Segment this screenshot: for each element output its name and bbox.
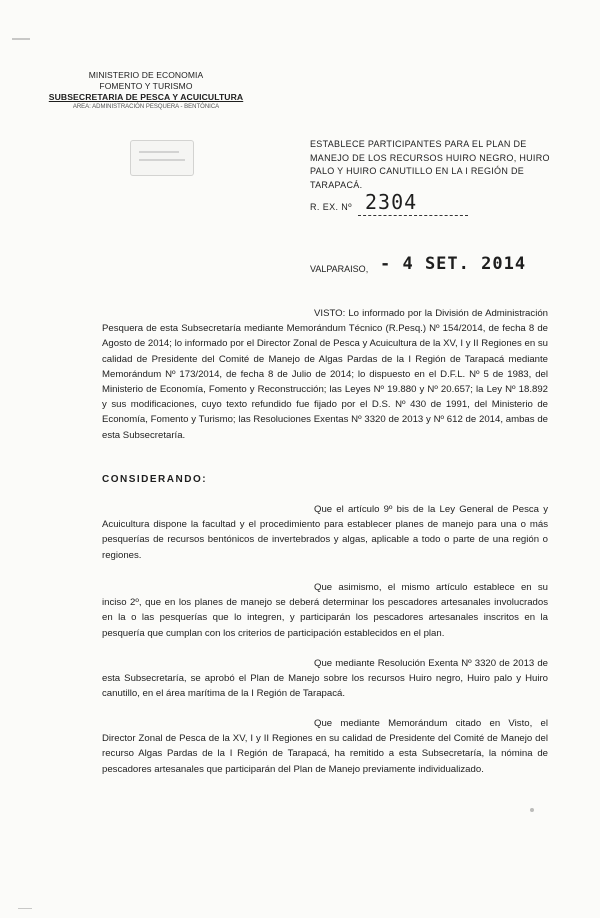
considerando-paragraph: Que el artículo 9º bis de la Ley General de Pesca y Acuicultura dispone la facultad y el procedimiento para establecer planes de manejo para una o más pesquerías de recursos bentónicos de invertebrados y algas, aplicable a todo o parte de una región o regiones.	[102, 504, 548, 561]
scan-mark	[18, 908, 32, 909]
considerando-paragraph: Que mediante Resolución Exenta Nº 3320 de 2013 de esta Subsecretaría, se aprobó el Plan de Manejo sobre los recursos Huiro negro, Huiro palo y Huiro canutillo, en el área marítima de la I Región de Tarapacá.	[102, 658, 548, 700]
scan-mark	[530, 808, 534, 812]
visto-paragraph	[102, 306, 548, 443]
scan-mark	[12, 38, 30, 40]
date-stamp: - 4 SET. 2014	[380, 254, 527, 274]
resolution-subject: ESTABLECE PARTICIPANTES PARA EL PLAN DE MANEJO DE LOS RECURSOS HUIRO NEGRO, HUIRO PALO Y HUIRO CANUTILLO EN LA I REGIÓN DE TARAPACÁ.	[310, 139, 550, 190]
visto-label: VISTO:	[314, 308, 346, 319]
unit-name: AREA: ADMINISTRACIÓN PESQUERA - BENTÓNICA	[72, 104, 220, 110]
resolution-number: 2304	[365, 190, 418, 214]
place: VALPARAISO,	[310, 264, 369, 274]
letterhead	[46, 70, 246, 112]
ministry-subtitle: FOMENTO Y TURISMO	[99, 81, 193, 91]
resolution-label: R. EX. Nº	[310, 202, 352, 212]
considerando-heading: CONSIDERANDO:	[102, 474, 208, 485]
considerando-paragraph: Que mediante Memorándum citado en Visto, el Director Zonal de Pesca de la XV, I y II Regiones en su calidad de Presidente del Comité de Manejo del recurso Algas Pardas de la I Región de Tarapacá, ha remitido a esta Subsecretaría, la nómina de pescadores artesanales que participarán del Plan de Manejo previamente individualizado.	[102, 718, 548, 775]
ministry-name: MINISTERIO DE ECONOMIA	[88, 70, 204, 80]
visto-text: Lo informado por la División de Administración Pesquera de esta Subsecretaría mediante Memorándum Técnico (R.Pesq.) Nº 154/2014, de fecha 8 de Agosto de 2014; lo informado por el Director Zonal de Pesca y Acuicultura de la XV, I y II Regiones en su calidad de Presidente del Comité de Manejo de Algas Pardas de la I Región de Tarapacá mediante Memorándum Nº 173/2014, de fecha 8 de Julio de 2014; lo dispuesto en el D.F.L. Nº 5 de 1983, del Ministerio de Economía, Fomento y Reconstrucción; las Leyes Nº 19.880 y Nº 20.657; la Ley Nº 18.892 y sus modificaciones, cuyo texto refundido fue fijado por el D.S. Nº 430 de 1991, del Ministerio de Economía, Fomento y Turismo; las Resoluciones Exentas Nº 3320 de 2013 y Nº 612 de 2014, ambas de esta Subsecretaría.	[102, 308, 548, 441]
considerando-paragraph: Que asimismo, el mismo artículo establece en su inciso 2º, que en los planes de manejo se deberá determinar los pescadores artesanales involucrados en la o las pesquerías que lo integren, y participarán los pescadores artesanales inscritos en la pesquería que cumplan con los criterios de participación establecidos en el plan.	[102, 582, 548, 639]
subsecretaria-name: SUBSECRETARIA DE PESCA Y ACUICULTURA	[48, 92, 244, 102]
official-stamp	[130, 140, 194, 176]
resolution-underline	[358, 215, 468, 216]
